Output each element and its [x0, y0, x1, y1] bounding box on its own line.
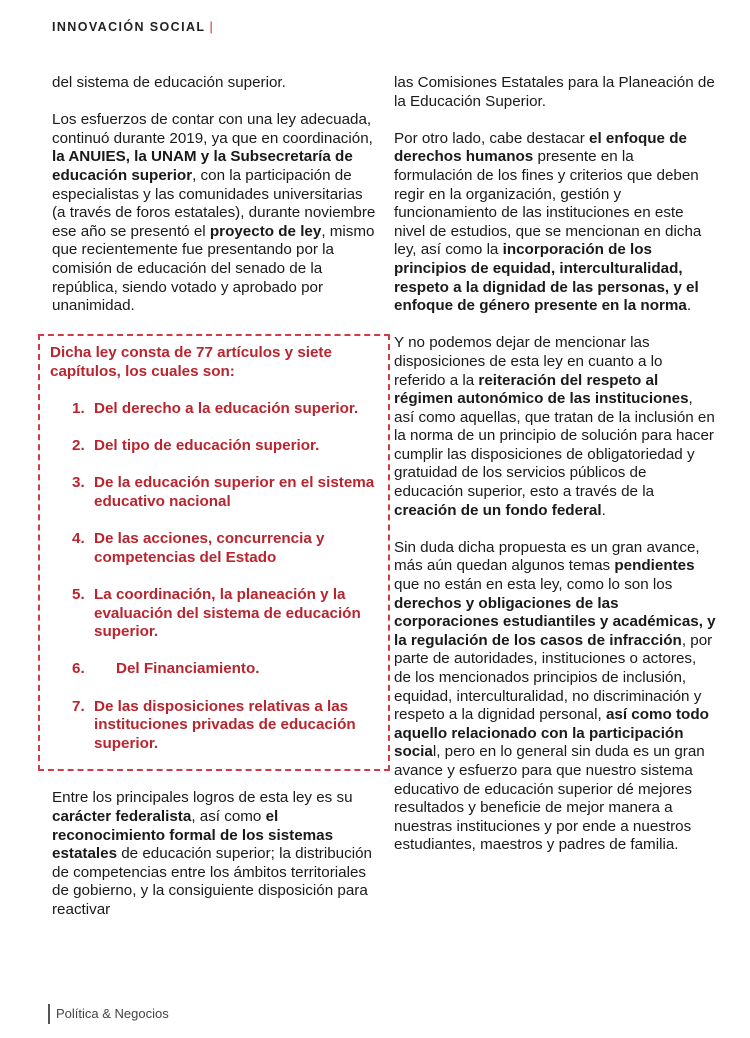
section-header	[52, 20, 214, 34]
publication-name: Política & Negocios	[56, 1006, 169, 1021]
chapters-callout-box	[38, 334, 390, 771]
publication-footer	[48, 1004, 169, 1024]
chapters-list	[50, 400, 382, 753]
paragraph: Por otro lado, cabe destacar el enfoque de derechos humanos presente en la formulación de los fines y criterios que deben regir en la organización, gestión y funcionamiento de las instituciones en este nivel de estudios, que se mencionan en dicha ley, así como la incorporación de los principios de equidad, interculturalidad, respeto a la dignidad de las personas, y el enfoque de género presente en la norma.	[394, 129, 702, 315]
paragraph: Sin duda dicha propuesta es un gran avance, más aún quedan algunos temas pendientes que no están en esta ley, como lo son los derechos y obligaciones de las corporaciones estudiantiles y académicas, y la regulación de los casos de infracción, por parte de autoridades, instituciones o actores, de los mencionados principios de inclusión, equidad, interculturalidad, no discriminación y respeto a la dignidad personal, así como todo aquello relacionado con la participación social, pero en lo general sin duda es un gran avance y esfuerzo para que nuestro sistema educativo de educación superior dé mejores resultados y beneficie de mejor manera a nuestras instituciones y por ende a nuestros estudiantes, maestros y padres de familia.	[394, 538, 716, 854]
paragraph: Y no podemos dejar de mencionar las disposiciones de esta ley en cuanto a lo referido a la reiteración del respeto al régimen autonómico de las instituciones, así como aquellas, que tratan de la inclusión en la norma de un principio de solución para hacer cumplir las disposiciones de obligatoriedad y gratuidad de los servicios públicos de educación superior, esto a través de la creación de un fondo federal.	[394, 334, 715, 519]
paragraph: las Comisiones Estatales para la Planeación de la Educación Superior.	[394, 74, 715, 110]
paragraph: Entre los principales logros de esta ley es su carácter federalista, así como el reconocimiento formal de los sistemas estatales de educación superior; la distribución de competencias entre los ámbitos territoriales de gobierno, y la consiguiente disposición para reactivar	[52, 789, 372, 918]
list-item: 1. Del derecho a la educación superior.	[72, 400, 359, 418]
list-item: 4. De las acciones, concurrencia y competencias del Estado	[72, 530, 325, 566]
callout-intro: Dicha ley consta de 77 artículos y siete capítulos, los cuales son:	[50, 344, 332, 380]
left-column	[52, 74, 378, 938]
section-title: INNOVACIÓN SOCIAL	[52, 20, 206, 34]
right-column	[394, 74, 716, 874]
header-separator: |	[209, 20, 215, 34]
list-item: 2. Del tipo de educación superior.	[72, 437, 320, 455]
list-item: 5. La coordinación, la planeación y la evaluación del sistema de educación superior.	[72, 586, 361, 641]
list-item: 7. De las disposiciones relativas a las instituciones privadas de educación superior.	[72, 697, 356, 752]
list-item: 6. Del Financiamiento.	[72, 660, 260, 678]
paragraph: del sistema de educación superior.	[52, 74, 286, 91]
list-item: 3. De la educación superior en el sistema educativo nacional	[72, 474, 375, 511]
paragraph: Los esfuerzos de contar con una ley adecuada, continuó durante 2019, ya que en coordinación, la ANUIES, la UNAM y la Subsecretaría de educación superior, con la participación de especialistas y las comunidades universitarias (a través de foros estatales), durante noviembre ese año se presentó el proyecto de ley, mismo que recientemente fue presentando por la comisión de educación del senado de la república, siendo votado y aprobado por unanimidad.	[52, 111, 376, 315]
